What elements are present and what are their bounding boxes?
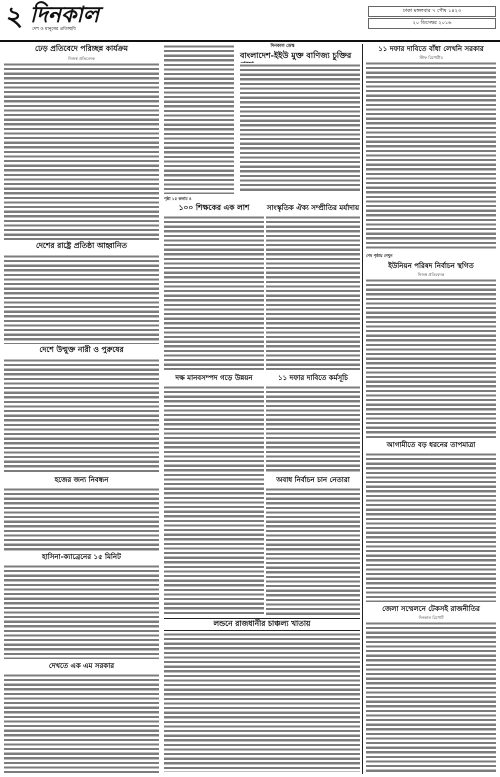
headline-h8: দেশে উন্মুক্ত নারী ও পুরুষের	[4, 346, 159, 355]
headline-h5: ১০০ শিক্ষকের এক লাশ	[164, 204, 264, 213]
masthead	[0, 0, 500, 42]
article-body	[266, 215, 360, 370]
article-body	[240, 63, 360, 193]
article-body	[4, 564, 159, 659]
headline-h17: জেলা সম্মেলনে টেকসই রাজনীতির	[366, 605, 496, 613]
article-body	[366, 621, 496, 773]
byline-b2: দিনকাল ডেস্ক	[240, 44, 325, 49]
tagline: দেশ ও মানুষের প্রতিচ্ছবি	[32, 27, 76, 32]
headline-h3: ১১ দফার দাবিতে বাঁধা লেখনি সরকার	[366, 45, 496, 53]
article-body	[164, 632, 360, 772]
headline-h2: বাংলাদেশ-ইইউ মুক্ত বাণিজ্য চুক্তির	[240, 51, 360, 69]
headline-h11: ১১ দফার দাবিতে কর্মসূচি	[266, 374, 360, 382]
article-body	[4, 62, 159, 240]
headline-h6: সাংস্কৃতিক ঐক্য সম্প্রীতির মর্যাদায়	[266, 203, 360, 212]
headline-h10: দক্ষ মানবসম্পদ গড়ে উন্নয়ন	[164, 374, 264, 382]
article-body	[266, 487, 360, 615]
headline-h9: হজের জন্য নিবন্ধন	[4, 476, 159, 484]
paper-name: দিনকাল	[30, 2, 100, 28]
headline-h14: আগামীতে বড় ধরনের তাপমাত্রা	[366, 441, 496, 449]
headline-h15: দেখতে এক এম সরকার	[4, 662, 159, 670]
article-body	[366, 278, 496, 438]
article-body	[164, 44, 234, 194]
edition-line: ঢাকা মঙ্গলবার ৭ পৌষ ১৪২৩	[368, 6, 496, 17]
article-body	[266, 385, 360, 473]
byline-b3: স্টাফ রিপোর্টার	[419, 55, 443, 60]
date-box	[368, 6, 496, 30]
article-body	[4, 487, 159, 551]
article-body	[4, 673, 159, 773]
jump-note: পৃষ্ঠা ১৫ কলাম ৪	[164, 196, 192, 201]
date-line: ২০ ডিসেম্বর ২০১৬	[368, 18, 496, 29]
headline-h16: লন্ডনে রাজধানীর চাঞ্চল্য খাতায়	[164, 618, 360, 631]
headline-h1: ঢেড় প্রতিবেদে পরিচ্ছন্ন কার্যক্রম	[4, 45, 159, 54]
article-body	[366, 452, 496, 602]
byline-b4: নিজস্ব প্রতিবেদক	[417, 272, 445, 277]
column-divider	[362, 44, 363, 774]
jump-note: শেষ পৃষ্ঠায় দেখুন	[366, 253, 393, 258]
byline-b1: নিজস্ব প্রতিবেদক	[68, 56, 95, 61]
article-body	[4, 358, 159, 473]
article-body	[366, 61, 496, 251]
article-body	[164, 385, 264, 615]
page-number: ২	[6, 2, 23, 32]
headline-h4: দেশের রাষ্ট্রে প্রতিষ্ঠা আহ্বানিত	[4, 242, 159, 251]
article-body	[164, 215, 264, 370]
byline-b5: দিনকাল রিপোর্ট	[418, 615, 444, 620]
headline-h7: ইউনিয়ন পরিষদ নির্বাচন স্থগিত	[366, 262, 496, 270]
article-body	[4, 254, 159, 344]
headline-h13: হাসিনা-ক্যাব্রেনের ১৫ মিনিট	[4, 553, 159, 561]
headline-h12: অবাধ নির্বাচন চান নেতারা	[266, 476, 360, 484]
